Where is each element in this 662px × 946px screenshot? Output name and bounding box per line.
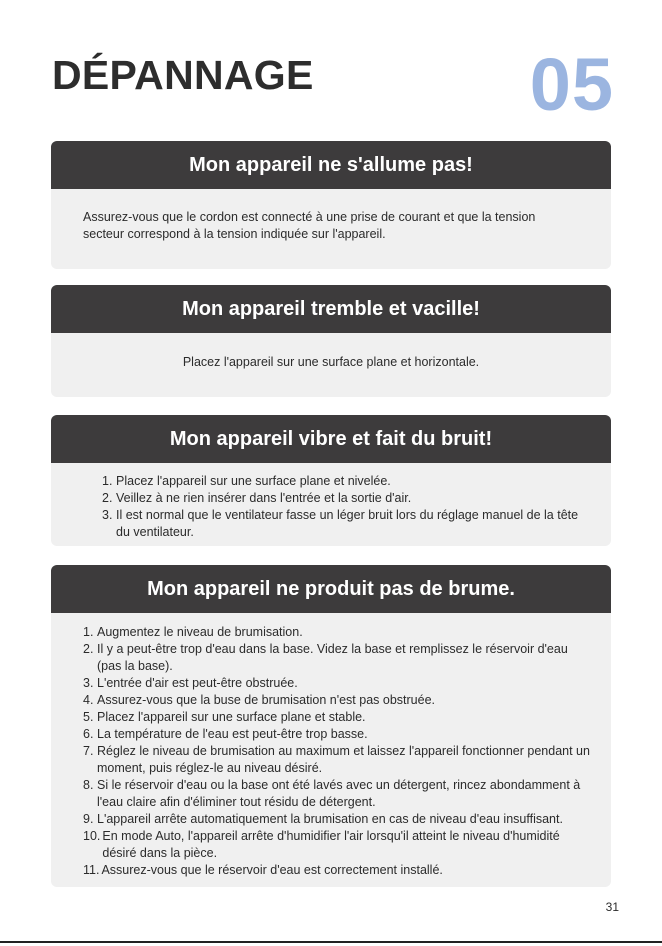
steps-list — [102, 473, 591, 541]
step-text: Assurez-vous que la buse de brumisation n'est pas obstruée. — [97, 693, 435, 707]
step-text: Placez l'appareil sur une surface plane et stable. — [97, 710, 366, 724]
step-text: L'appareil arrête automatiquement la brumisation en cas de niveau d'eau insuffisant. — [97, 812, 563, 826]
page-number: 31 — [605, 900, 619, 914]
list-item — [83, 692, 595, 709]
step-text: Augmentez le niveau de brumisation. — [97, 625, 303, 639]
step-number: 10. — [83, 829, 101, 843]
card-heading: Mon appareil tremble et vacille! — [51, 285, 611, 333]
step-number: 1. — [102, 474, 113, 488]
card-heading: Mon appareil vibre et fait du bruit! — [51, 415, 611, 463]
list-item — [83, 862, 595, 879]
card-body-text: Assurez-vous que le cordon est connecté à une prise de courant et que la tension secteur correspond à la tension indiquée sur l'appareil. — [83, 210, 536, 241]
troubleshoot-card-noise — [51, 415, 611, 546]
bottom-rule — [0, 941, 662, 943]
step-number: 3. — [83, 676, 94, 690]
step-number: 3. — [102, 508, 113, 522]
step-text: Veillez à ne rien insérer dans l'entrée et la sortie d'air. — [116, 491, 412, 505]
step-text: Si le réservoir d'eau ou la base ont été lavés avec un détergent, rincez abondamment à l'eau claire afin d'éliminer tout résidu de détergent. — [97, 778, 581, 809]
steps-list — [83, 624, 595, 879]
list-item — [83, 777, 595, 811]
list-item — [102, 507, 591, 541]
list-item — [83, 811, 595, 828]
step-number: 11. — [83, 863, 100, 877]
card-body-list — [51, 613, 611, 879]
list-item — [83, 624, 595, 641]
card-body-text: Placez l'appareil sur une surface plane et horizontale. — [182, 355, 480, 369]
step-text: La température de l'eau est peut-être trop basse. — [97, 727, 368, 741]
step-text: Il y a peut-être trop d'eau dans la base. Videz la base et remplissez le réservoir d'eau (pas la base). — [97, 642, 568, 673]
step-text: L'entrée d'air est peut-être obstruée. — [97, 676, 298, 690]
list-item — [83, 641, 595, 675]
list-item — [102, 473, 591, 490]
list-item — [83, 743, 595, 777]
list-item — [102, 490, 591, 507]
list-item — [83, 675, 595, 692]
list-item — [83, 726, 595, 743]
troubleshoot-card-no-mist — [51, 565, 611, 887]
troubleshoot-card-no-power — [51, 141, 611, 269]
step-text: En mode Auto, l'appareil arrête d'humidifier l'air lorsqu'il atteint le niveau d'humidité désiré dans la pièce. — [102, 829, 560, 860]
step-number: 5. — [83, 710, 94, 724]
step-number: 1. — [83, 625, 94, 639]
page-title: DÉPANNAGE — [52, 52, 314, 98]
step-text: Placez l'appareil sur une surface plane et nivelée. — [116, 474, 391, 488]
step-number: 6. — [83, 727, 94, 741]
card-heading: Mon appareil ne s'allume pas! — [51, 141, 611, 189]
step-text: Il est normal que le ventilateur fasse un léger bruit lors du réglage manuel de la tête du ventilateur. — [116, 508, 579, 539]
step-number: 4. — [83, 693, 94, 707]
step-number: 9. — [83, 812, 94, 826]
list-item — [83, 709, 595, 726]
card-body-list — [51, 463, 611, 541]
step-text: Réglez le niveau de brumisation au maximum et laissez l'appareil fonctionner pendant un moment, puis réglez-le au niveau désiré. — [97, 744, 590, 775]
card-heading: Mon appareil ne produit pas de brume. — [51, 565, 611, 613]
step-number: 8. — [83, 778, 94, 792]
step-number: 2. — [102, 491, 113, 505]
step-number: 2. — [83, 642, 94, 656]
list-item — [83, 828, 595, 862]
step-text: Assurez-vous que le réservoir d'eau est correctement installé. — [101, 863, 443, 877]
chapter-number: 05 — [529, 43, 614, 126]
troubleshoot-card-wobble — [51, 285, 611, 397]
step-number: 7. — [83, 744, 94, 758]
